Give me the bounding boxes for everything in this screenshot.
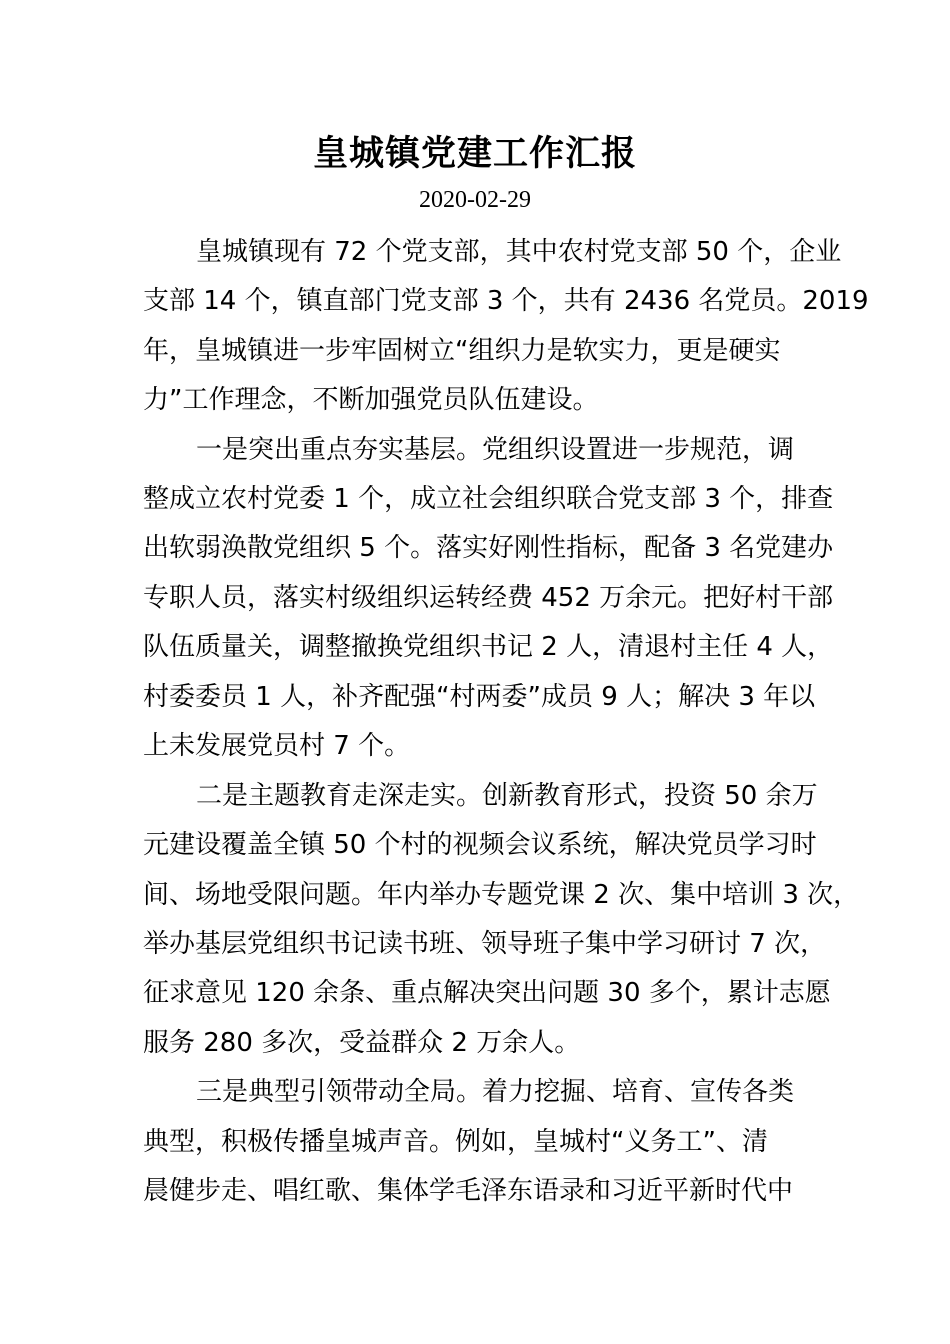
- paragraph-line: 力”工作理念，不断加强党员队伍建设。: [143, 385, 599, 415]
- paragraph-line: 服务 280 多次，受益群众 2 万余人。: [143, 1028, 581, 1058]
- paragraph-line: 出软弱涣散党组织 5 个。落实好刚性指标，配备 3 名党建办: [143, 533, 834, 563]
- paragraph-line: 元建设覆盖全镇 50 个村的视频会议系统，解决党员学习时: [143, 830, 817, 860]
- paragraph-line: 支部 14 个，镇直部门党支部 3 个，共有 2436 名党员。2019: [143, 286, 869, 316]
- paragraph-line: 征求意见 120 余条、重点解决突出问题 30 多个，累计志愿: [143, 978, 831, 1008]
- paragraph-line: 皇城镇现有 72 个党支部，其中农村党支部 50 个，企业: [196, 237, 842, 267]
- paragraph-line: 间、场地受限问题。年内举办专题党课 2 次、集中培训 3 次，: [143, 880, 860, 910]
- paragraph-line: 晨健步走、唱红歌、集体学毛泽东语录和习近平新时代中: [143, 1176, 794, 1206]
- paragraph-line: 专职人员，落实村级组织运转经费 452 万余元。把好村干部: [143, 583, 834, 613]
- document-date: 2020-02-29: [419, 187, 531, 213]
- paragraph-line: 队伍质量关，调整撤换党组织书记 2 人，清退村主任 4 人，: [143, 632, 834, 662]
- paragraph-line: 典型，积极传播皇城声音。例如，皇城村“义务工”、清: [143, 1127, 768, 1157]
- paragraph-line: 村委委员 1 人，补齐配强“村两委”成员 9 人；解决 3 年以: [143, 682, 816, 712]
- paragraph-line: 举办基层党组织书记读书班、领导班子集中学习研讨 7 次，: [143, 929, 827, 959]
- paragraph-line: 上未发展党员村 7 个。: [143, 731, 411, 761]
- paragraph-line: 一是突出重点夯实基层。党组织设置进一步规范，调: [196, 435, 795, 465]
- paragraph-line: 整成立农村党委 1 个，成立社会组织联合党支部 3 个，排查: [143, 484, 834, 514]
- paragraph-line: 二是主题教育走深走实。创新教育形式，投资 50 余万: [196, 781, 818, 811]
- document-title: 皇城镇党建工作汇报: [312, 134, 637, 174]
- paragraph-line: 年，皇城镇进一步牢固树立“组织力是软实力，更是硬实: [143, 336, 781, 366]
- paragraph-line: 三是典型引领带动全局。着力挖掘、培育、宣传各类: [196, 1077, 795, 1107]
